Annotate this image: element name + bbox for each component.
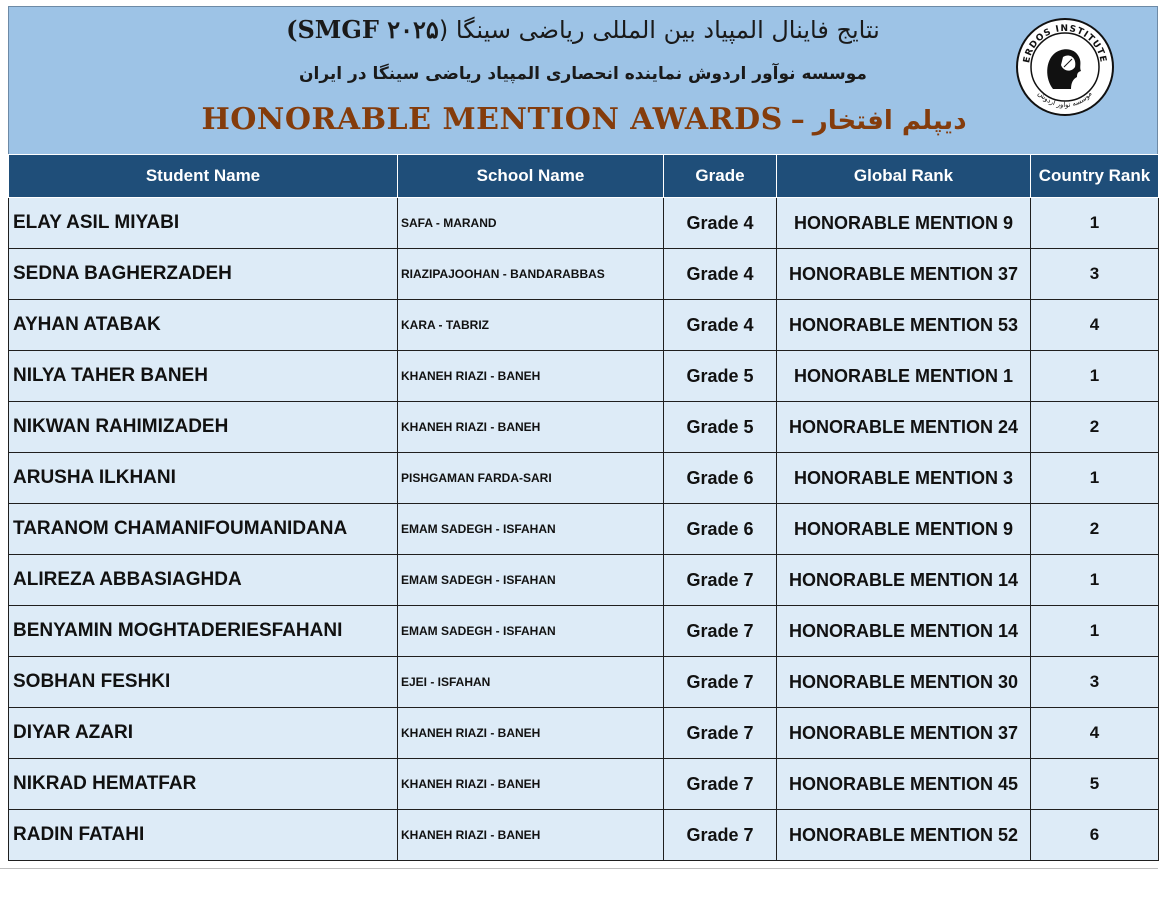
country-rank-cell: 1 [1031, 606, 1159, 657]
country-rank-cell: 6 [1031, 810, 1159, 861]
grade-cell: Grade 6 [664, 504, 777, 555]
school-name-cell: KARA - TABRIZ [398, 300, 664, 351]
grade-cell: Grade 7 [664, 759, 777, 810]
global-rank-cell: HONORABLE MENTION 1 [777, 351, 1031, 402]
grade-cell: Grade 5 [664, 351, 777, 402]
page-subtitle: موسسه نوآور اردوش نماینده انحصاری المپیاد ریاضی سینگا در ایران [299, 64, 867, 84]
table-row [9, 657, 1159, 708]
grade-cell: Grade 7 [664, 555, 777, 606]
page-title [9, 15, 1157, 44]
grade-cell: Grade 4 [664, 249, 777, 300]
title-code: SMGF ۲۰۲۵ [297, 15, 439, 44]
table-row [9, 198, 1159, 249]
table-row [9, 606, 1159, 657]
grade-cell: Grade 7 [664, 810, 777, 861]
school-name-cell: PISHGAMAN FARDA-SARI [398, 453, 664, 504]
global-rank-cell: HONORABLE MENTION 37 [777, 249, 1031, 300]
title-close-paren: ) [286, 15, 298, 44]
honorable-mention-table [8, 154, 1159, 861]
global-rank-cell: HONORABLE MENTION 9 [777, 504, 1031, 555]
school-name-cell: EJEI - ISFAHAN [398, 657, 664, 708]
school-name-cell: KHANEH RIAZI - BANEH [398, 351, 664, 402]
table-row [9, 300, 1159, 351]
school-name-cell: KHANEH RIAZI - BANEH [398, 810, 664, 861]
grade-cell: Grade 6 [664, 453, 777, 504]
award-dash: – [790, 103, 805, 136]
grade-cell: Grade 4 [664, 198, 777, 249]
student-name-cell: ALIREZA ABBASIAGHDA [9, 555, 398, 606]
table-row [9, 504, 1159, 555]
grade-cell: Grade 7 [664, 657, 777, 708]
student-name-cell: AYHAN ATABAK [9, 300, 398, 351]
table-row [9, 351, 1159, 402]
student-name-cell: RADIN FATAHI [9, 810, 398, 861]
column-header-student-name: Student Name [9, 155, 398, 198]
table-row [9, 555, 1159, 606]
grade-cell: Grade 7 [664, 708, 777, 759]
logo-text-top: ERDOS INSTITUTE [1022, 23, 1108, 64]
column-header-country-rank: Country Rank [1031, 155, 1159, 198]
student-name-cell: TARANOM CHAMANIFOUMANIDANA [9, 504, 398, 555]
table-row [9, 402, 1159, 453]
student-name-cell: ARUSHA ILKHANI [9, 453, 398, 504]
page-divider [0, 868, 1158, 869]
country-rank-cell: 1 [1031, 453, 1159, 504]
title-text: نتایج فاینال المپیاد بین المللی ریاضی سینگا ( [438, 16, 880, 44]
student-name-cell: BENYAMIN MOGHTADERIESFAHANI [9, 606, 398, 657]
country-rank-cell: 1 [1031, 198, 1159, 249]
grade-cell: Grade 7 [664, 606, 777, 657]
table-row [9, 759, 1159, 810]
country-rank-cell: 2 [1031, 504, 1159, 555]
student-name-cell: NIKWAN RAHIMIZADEH [9, 402, 398, 453]
global-rank-cell: HONORABLE MENTION 53 [777, 300, 1031, 351]
country-rank-cell: 5 [1031, 759, 1159, 810]
country-rank-cell: 1 [1031, 351, 1159, 402]
grade-cell: Grade 4 [664, 300, 777, 351]
student-name-cell: DIYAR AZARI [9, 708, 398, 759]
global-rank-cell: HONORABLE MENTION 14 [777, 555, 1031, 606]
school-name-cell: EMAM SADEGH - ISFAHAN [398, 555, 664, 606]
student-name-cell: ELAY ASIL MIYABI [9, 198, 398, 249]
student-name-cell: SOBHAN FESHKI [9, 657, 398, 708]
award-heading [9, 102, 1159, 137]
table-row [9, 810, 1159, 861]
school-name-cell: RIAZIPAJOOHAN - BANDARABBAS [398, 249, 664, 300]
global-rank-cell: HONORABLE MENTION 45 [777, 759, 1031, 810]
global-rank-cell: HONORABLE MENTION 3 [777, 453, 1031, 504]
document-frame [8, 6, 1158, 868]
award-title-fa: دیپلم افتخار [812, 106, 967, 136]
school-name-cell: KHANEH RIAZI - BANEH [398, 708, 664, 759]
column-header-global-rank: Global Rank [777, 155, 1031, 198]
school-name-cell: EMAM SADEGH - ISFAHAN [398, 504, 664, 555]
erdos-institute-logo [1015, 17, 1115, 117]
global-rank-cell: HONORABLE MENTION 24 [777, 402, 1031, 453]
country-rank-cell: 2 [1031, 402, 1159, 453]
global-rank-cell: HONORABLE MENTION 9 [777, 198, 1031, 249]
country-rank-cell: 3 [1031, 657, 1159, 708]
student-name-cell: NIKRAD HEMATFAR [9, 759, 398, 810]
school-name-cell: KHANEH RIAZI - BANEH [398, 759, 664, 810]
global-rank-cell: HONORABLE MENTION 30 [777, 657, 1031, 708]
table-row [9, 453, 1159, 504]
school-name-cell: SAFA - MARAND [398, 198, 664, 249]
document-header [8, 6, 1158, 155]
country-rank-cell: 4 [1031, 708, 1159, 759]
country-rank-cell: 4 [1031, 300, 1159, 351]
country-rank-cell: 3 [1031, 249, 1159, 300]
student-name-cell: SEDNA BAGHERZADEH [9, 249, 398, 300]
global-rank-cell: HONORABLE MENTION 14 [777, 606, 1031, 657]
award-title-en: HONORABLE MENTION AWARDS [201, 102, 783, 137]
table-row [9, 708, 1159, 759]
global-rank-cell: HONORABLE MENTION 37 [777, 708, 1031, 759]
grade-cell: Grade 5 [664, 402, 777, 453]
school-name-cell: KHANEH RIAZI - BANEH [398, 402, 664, 453]
table-row [9, 249, 1159, 300]
column-header-grade: Grade [664, 155, 777, 198]
student-name-cell: NILYA TAHER BANEH [9, 351, 398, 402]
logo-text-bottom: موسسه نوآور اردوش [1036, 89, 1094, 110]
school-name-cell: EMAM SADEGH - ISFAHAN [398, 606, 664, 657]
column-header-school-name: School Name [398, 155, 664, 198]
global-rank-cell: HONORABLE MENTION 52 [777, 810, 1031, 861]
country-rank-cell: 1 [1031, 555, 1159, 606]
table-header-row [9, 155, 1159, 198]
